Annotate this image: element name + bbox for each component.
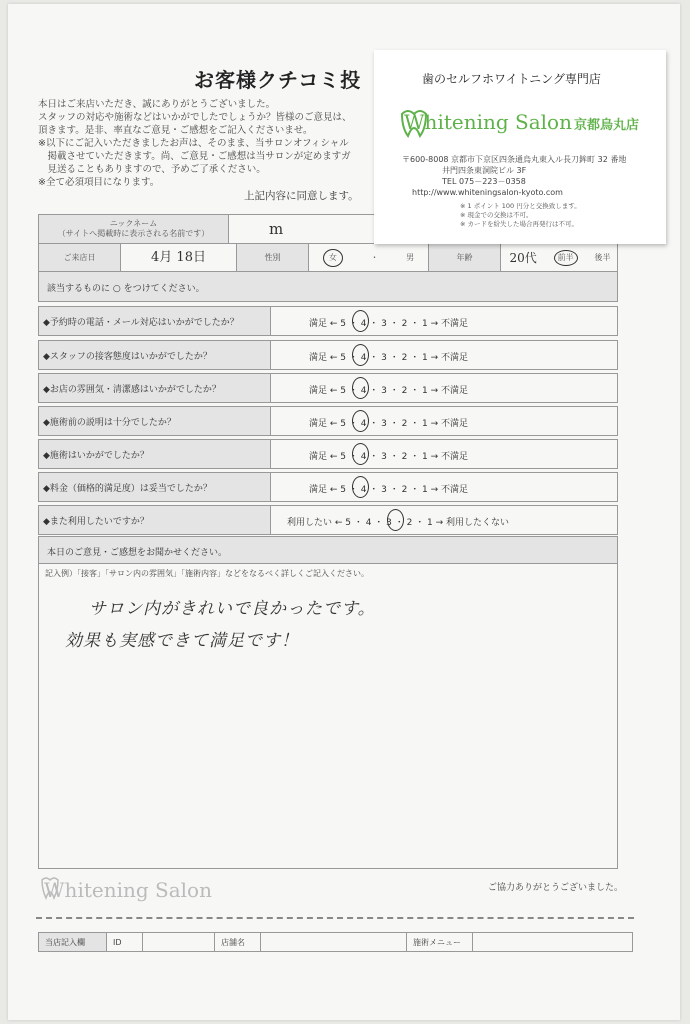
staff-use-label: 当店記入欄 — [39, 933, 107, 951]
rating-circle-mark — [352, 310, 369, 332]
question-text: ◆また利用したいですか？ — [39, 506, 271, 534]
thanks-text: ご協力ありがとうございました。 — [488, 883, 624, 893]
website-link[interactable]: http://www.whiteningsalon-kyoto.com — [412, 188, 563, 197]
business-card — [374, 50, 666, 244]
question-row — [38, 406, 618, 436]
rating-scale[interactable]: 満足 ← 5 ・ 4 ・ 3 ・ 2 ・ 1 → 不満足 — [309, 319, 469, 329]
rating-scale[interactable]: 満足 ← 5 ・ 4 ・ 3 ・ 2 ・ 1 → 不満足 — [309, 386, 469, 396]
footer-logo-text: Whitening Salon — [44, 878, 212, 902]
intro-line: スタッフの対応や施術などはいかがでしたでしょうか？皆様のご意見は、 — [38, 112, 352, 123]
staff-id-field[interactable] — [143, 933, 215, 951]
comment-header: 本日のご意見・ご感想をお聞かせください。 — [47, 548, 228, 558]
rating-circle-mark — [387, 509, 404, 531]
intro-line: ※以下にご記入いただきましたお声は、そのまま、当サロンオフィシャル — [38, 138, 349, 149]
rating-scale[interactable]: 満足 ← 5 ・ 4 ・ 3 ・ 2 ・ 1 → 不満足 — [309, 419, 469, 429]
age-value[interactable]: 20代 — [509, 250, 537, 265]
nickname-label: ニックネーム （サイトへ掲載時に表示される名前です） — [39, 215, 229, 243]
comment-example: 記入例）「接客」「サロン内の雰囲気」「施術内容」などをなるべく詳しくご記入ください。 — [45, 569, 369, 578]
question-text: ◆お店の雰囲気・清潔感はいかがでしたか？ — [39, 374, 271, 402]
rating-circle-mark — [352, 476, 369, 498]
question-row — [38, 505, 618, 535]
rating-scale[interactable]: 満足 ← 5 ・ 4 ・ 3 ・ 2 ・ 1 → 不満足 — [309, 353, 469, 363]
staff-id-label: ID — [107, 933, 143, 951]
question-row — [38, 306, 618, 336]
nickname-value[interactable]: m — [269, 220, 284, 238]
intro-line: ※全て必須項目になります。 — [38, 177, 160, 188]
review-form-sheet — [8, 4, 680, 1020]
card-notes — [460, 202, 581, 229]
question-row — [38, 340, 618, 370]
rating-circle-mark — [352, 344, 369, 366]
age-label: 年齢 — [429, 244, 501, 271]
visit-info-row — [38, 244, 618, 272]
intro-line: 掲載させていただきます。尚、ご意見・ご感想は当サロンが定めますガ — [38, 151, 351, 162]
age-late-option[interactable]: 後半 — [594, 252, 611, 262]
question-text: ◆予約時の電話・メール対応はいかがでしたか？ — [39, 307, 271, 335]
cut-line — [36, 917, 634, 919]
staff-menu-label: 施術メニュー — [407, 933, 473, 951]
visit-date-label: ご来店日 — [39, 244, 121, 271]
age-early-option[interactable]: 前半 — [554, 250, 578, 266]
gender-male-option[interactable]: 男 — [406, 252, 415, 262]
gender-label: 性別 — [237, 244, 309, 271]
question-text: ◆施術前の説明は十分でしたか？ — [39, 407, 271, 435]
rating-scale[interactable]: 満足 ← 5 ・ 4 ・ 3 ・ 2 ・ 1 → 不満足 — [309, 452, 469, 462]
question-row — [38, 439, 618, 469]
card-logo-text: Whitening Salon — [404, 110, 572, 134]
question-text: ◆施術はいかがでしたか？ — [39, 440, 271, 468]
rating-scale[interactable]: 満足 ← 5 ・ 4 ・ 3 ・ 2 ・ 1 → 不満足 — [309, 485, 469, 495]
question-text: ◆料金（価格的満足度）は妥当でしたか？ — [39, 473, 271, 501]
instruction-row — [38, 272, 618, 302]
rating-circle-mark — [352, 443, 369, 465]
agree-text: 上記内容に同意します。 — [244, 190, 359, 202]
instruction-text: 該当するものに ○ をつけてください。 — [47, 284, 205, 294]
card-address — [402, 154, 626, 198]
card-note: ※ 1 ポイント 100 円分と交換致します。 — [460, 202, 581, 210]
address-line: 〒600-8008 京都市下京区四条通烏丸東入ル長刀鉾町 32 番地 — [402, 155, 627, 164]
staff-shop-label: 店舗名 — [215, 933, 261, 951]
question-row — [38, 373, 618, 403]
age-options — [501, 244, 619, 271]
comment-header-row — [38, 536, 618, 564]
comment-box[interactable] — [38, 564, 618, 869]
visit-date-value[interactable]: 4月 18日 — [121, 244, 237, 271]
intro-text — [38, 98, 352, 189]
form-title: お客様クチコミ投 — [194, 68, 362, 92]
footer-logo — [38, 874, 218, 908]
gender-options: 女 ・ 男 — [309, 244, 429, 271]
card-note: ※ カードを紛失した場合再発行は不可。 — [460, 220, 579, 228]
card-note: ※ 現金での交換は不可。 — [460, 211, 533, 219]
rating-circle-mark — [352, 377, 369, 399]
comment-line: 効果も実感できて満足です！ — [65, 631, 299, 651]
rating-scale[interactable]: 利用したい ← 5 ・ 4 ・ 3 ・ 2 ・ 1 → 利用したくない — [287, 518, 510, 528]
intro-line: 見送ることもありますので、予めご了承ください。 — [38, 164, 266, 175]
question-row — [38, 472, 618, 502]
card-branch: 京都烏丸店 — [574, 118, 640, 133]
question-text: ◆スタッフの接客態度はいかがでしたか？ — [39, 341, 271, 369]
staff-use-row — [38, 932, 633, 952]
gender-female-option[interactable]: 女 — [323, 249, 343, 267]
staff-menu-field[interactable] — [473, 933, 632, 951]
rating-circle-mark — [352, 410, 369, 432]
card-category: 歯のセルフホワイトニング専門店 — [422, 72, 601, 86]
address-line: 井門四条東洞院ビル 3F — [442, 166, 527, 175]
comment-line: サロン内がきれいで良かったです。 — [89, 599, 376, 619]
intro-line: 頂きます。是非、率直なご意見・ご感想をご記入くださいませ。 — [38, 125, 313, 136]
intro-line: 本日はご来店いただき、誠にありがとうございました。 — [38, 99, 276, 110]
address-line: TEL 075－223－0358 — [442, 177, 526, 186]
staff-shop-field[interactable] — [261, 933, 407, 951]
